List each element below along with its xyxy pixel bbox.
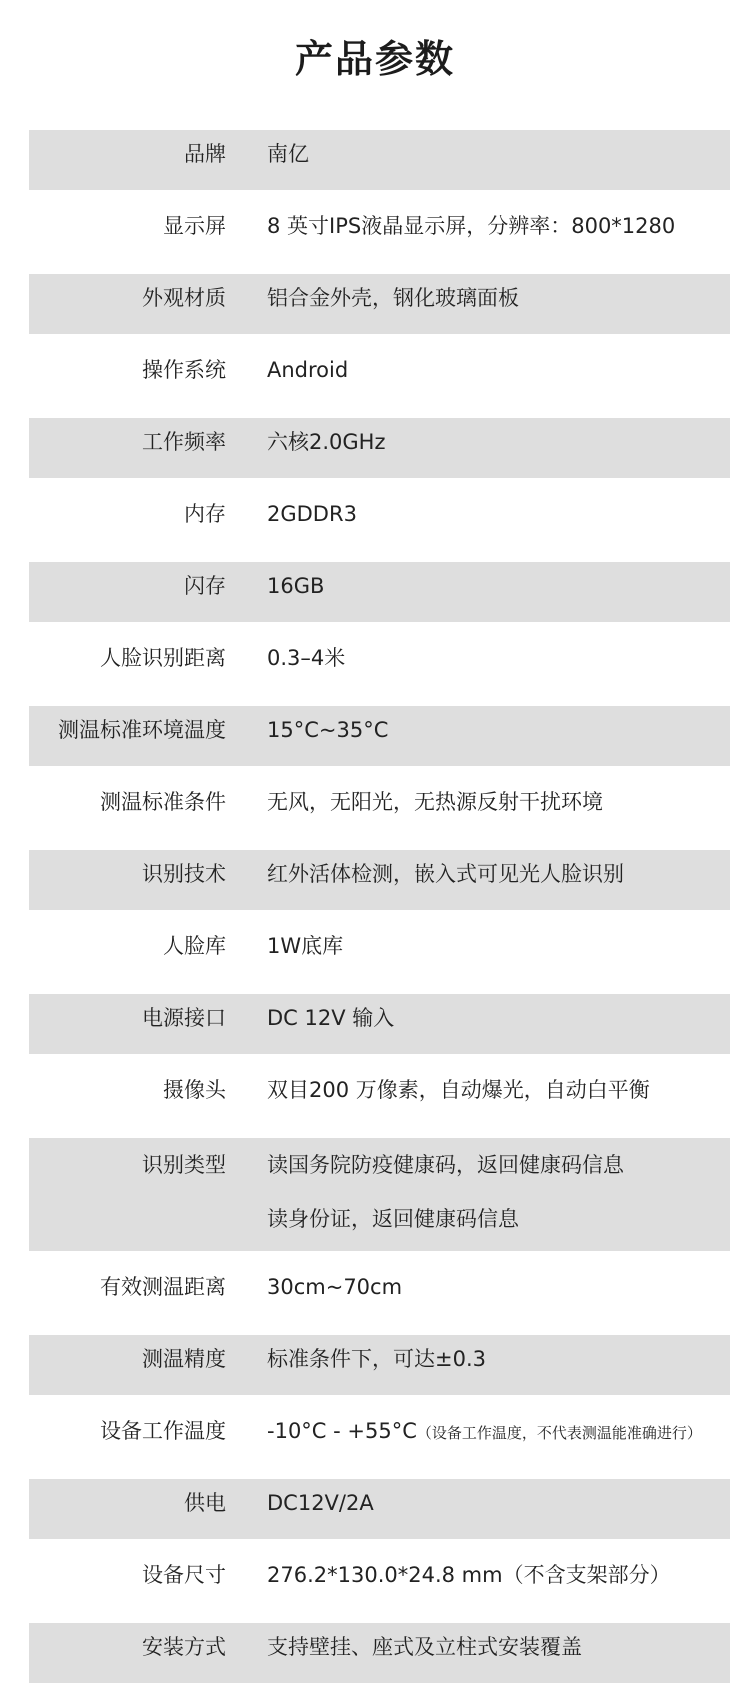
spec-row	[29, 706, 730, 766]
spec-value	[267, 1335, 730, 1383]
spec-value-text: 16GB	[267, 574, 325, 598]
spec-value	[267, 346, 730, 394]
spec-label: 摄像头	[163, 1078, 226, 1102]
spec-value-text: 15°C~35°C	[267, 718, 389, 742]
spec-value	[267, 1263, 730, 1311]
spec-values	[226, 1479, 730, 1527]
spec-row	[29, 1066, 730, 1126]
spec-value	[267, 1407, 730, 1457]
spec-value	[267, 706, 730, 754]
spec-value-text: 无风，无阳光，无热源反射干扰环境	[267, 790, 603, 814]
spec-values	[226, 274, 730, 322]
spec-label: 设备尺寸	[142, 1563, 226, 1587]
spec-label: 识别技术	[142, 862, 226, 886]
spec-row	[29, 922, 730, 982]
spec-label: 显示屏	[163, 214, 226, 238]
spec-value-text: 标准条件下，可达±0.3	[267, 1347, 486, 1371]
spec-row	[29, 850, 730, 910]
spec-values	[226, 922, 730, 970]
spec-value-text: 南亿	[267, 142, 309, 166]
spec-value-text: 支持壁挂、座式及立柱式安装覆盖	[267, 1635, 582, 1659]
spec-values	[226, 1066, 730, 1114]
spec-label: 外观材质	[142, 286, 226, 310]
spec-label: 闪存	[184, 574, 226, 598]
spec-label: 操作系统	[142, 358, 226, 382]
spec-row	[29, 1407, 730, 1467]
spec-value	[267, 1066, 730, 1114]
spec-values	[226, 850, 730, 898]
spec-row	[29, 1138, 730, 1251]
spec-values	[226, 634, 730, 682]
spec-row	[29, 778, 730, 838]
spec-label: 供电	[184, 1491, 226, 1515]
spec-value-text: 0.3–4米	[267, 646, 346, 670]
spec-label: 测温标准环境温度	[58, 718, 226, 742]
spec-table	[29, 130, 730, 1683]
spec-value-text: -10°C - +55°C	[267, 1419, 417, 1443]
spec-label: 品牌	[184, 142, 226, 166]
spec-values	[226, 1623, 730, 1671]
spec-value-text: 铝合金外壳，钢化玻璃面板	[267, 286, 519, 310]
spec-value	[267, 634, 730, 682]
spec-values	[226, 1335, 730, 1383]
spec-value	[267, 130, 730, 178]
spec-values	[226, 418, 730, 466]
spec-row	[29, 1623, 730, 1683]
spec-label: 人脸识别距离	[100, 646, 226, 670]
spec-value	[267, 850, 730, 898]
spec-row	[29, 1335, 730, 1395]
spec-value	[267, 418, 730, 466]
spec-values	[226, 490, 730, 538]
spec-value-text: DC12V/2A	[267, 1491, 374, 1515]
spec-row	[29, 1479, 730, 1539]
spec-value-note: （设备工作温度，不代表测温能准确进行）	[416, 1424, 702, 1442]
spec-label: 测温标准条件	[100, 790, 226, 814]
spec-value-text: 六核2.0GHz	[267, 430, 386, 454]
spec-values	[226, 202, 730, 250]
spec-value-text: DC 12V 输入	[267, 1006, 395, 1030]
spec-value-text: Android	[267, 358, 349, 382]
spec-row	[29, 562, 730, 622]
spec-value	[267, 1551, 730, 1599]
spec-value-text: 读国务院防疫健康码，返回健康码信息	[267, 1153, 624, 1177]
spec-value-text: 276.2*130.0*24.8 mm（不含支架部分）	[267, 1563, 671, 1587]
page-title: 产品参数	[294, 37, 455, 81]
spec-value	[267, 274, 730, 322]
spec-row	[29, 1263, 730, 1323]
spec-label: 内存	[184, 502, 226, 526]
spec-row	[29, 418, 730, 478]
spec-value	[267, 994, 730, 1042]
spec-values	[226, 1551, 730, 1599]
spec-value-text: 1W底库	[267, 934, 344, 958]
spec-values	[226, 778, 730, 826]
spec-row	[29, 634, 730, 694]
spec-values	[226, 1263, 730, 1311]
spec-label: 人脸库	[163, 934, 226, 958]
spec-value-text: 8 英寸IPS液晶显示屏，分辨率：800*1280	[267, 214, 676, 238]
spec-values	[226, 346, 730, 394]
spec-label: 安装方式	[142, 1635, 226, 1659]
spec-value	[267, 778, 730, 826]
spec-row	[29, 274, 730, 334]
spec-value-text: 30cm~70cm	[267, 1275, 403, 1299]
spec-value-text: 红外活体检测，嵌入式可见光人脸识别	[267, 862, 624, 886]
spec-row	[29, 202, 730, 262]
spec-label: 设备工作温度	[100, 1419, 226, 1443]
spec-value	[267, 490, 730, 538]
spec-values	[226, 562, 730, 610]
spec-label: 识别类型	[142, 1153, 226, 1177]
spec-value	[267, 1192, 730, 1246]
spec-row	[29, 130, 730, 190]
spec-values	[226, 1138, 730, 1246]
spec-value-text: 读身份证，返回健康码信息	[267, 1207, 519, 1231]
spec-label: 测温精度	[142, 1347, 226, 1371]
spec-value	[267, 1138, 730, 1192]
spec-value-text: 2GDDR3	[267, 502, 357, 526]
spec-row	[29, 346, 730, 406]
spec-value	[267, 202, 730, 250]
spec-row	[29, 994, 730, 1054]
spec-row	[29, 1551, 730, 1611]
spec-value	[267, 1623, 730, 1671]
spec-values	[226, 130, 730, 178]
spec-value-text: 双目200 万像素，自动爆光，自动白平衡	[267, 1078, 650, 1102]
spec-values	[226, 994, 730, 1042]
spec-value	[267, 922, 730, 970]
spec-values	[226, 706, 730, 754]
spec-label: 工作频率	[142, 430, 226, 454]
spec-value	[267, 562, 730, 610]
spec-values	[226, 1407, 730, 1457]
spec-label: 有效测温距离	[100, 1275, 226, 1299]
spec-value	[267, 1479, 730, 1527]
spec-label: 电源接口	[142, 1006, 226, 1030]
spec-row	[29, 490, 730, 550]
